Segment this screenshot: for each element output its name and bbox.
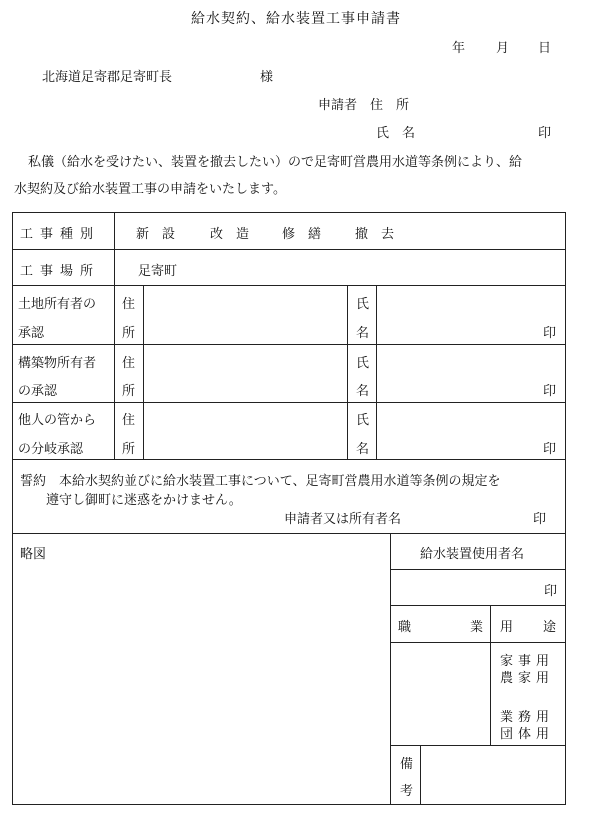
- address-label-divider: [143, 285, 144, 459]
- pledge-line-2: 遵守し御町に迷惑をかけません。: [46, 493, 242, 508]
- name-label-divider: [376, 285, 377, 459]
- date-day-label: 日: [538, 41, 552, 56]
- approval-label-line-2: 承認: [18, 326, 45, 341]
- table-border-right: [565, 212, 566, 805]
- table-border-bottom: [12, 804, 566, 805]
- right-panel-divider: [390, 569, 566, 570]
- seal-mark: 印: [543, 384, 557, 399]
- row-divider: [12, 533, 566, 534]
- use-option-organization: 団体用: [500, 727, 555, 742]
- table-border-top: [12, 212, 566, 213]
- pledge-seal: 印: [533, 512, 547, 527]
- work-type-option-remodel: 改 造: [210, 227, 250, 242]
- applicant-name-label: 氏 名: [376, 126, 416, 141]
- name-label-bottom: 名: [356, 384, 370, 399]
- remarks-label-divider: [420, 745, 421, 805]
- statement-line-1: 私儀（給水を受けたい、装置を撤去したい）ので足寄町営農用水道等条例により、給: [28, 155, 523, 170]
- use-option-business: 業務用: [500, 710, 555, 725]
- statement-line-2: 水契約及び給水装置工事の申請をいたします。: [14, 182, 286, 197]
- addressee-honorific: 様: [260, 70, 274, 85]
- row-divider: [12, 402, 566, 403]
- address-label-top: 住: [122, 413, 136, 428]
- work-type-option-removal: 撤 去: [355, 227, 395, 242]
- address-label-top: 住: [122, 356, 136, 371]
- address-label-bottom: 所: [122, 442, 136, 457]
- work-type-label: 工事種別: [20, 227, 101, 242]
- use-label-left: 用: [500, 620, 514, 635]
- document-title: 給水契約、給水装置工事申請書: [191, 11, 401, 27]
- user-name-label: 給水装置使用者名: [420, 547, 525, 562]
- row-divider: [12, 249, 566, 250]
- address-label-bottom: 所: [122, 384, 136, 399]
- applicant-seal: 印: [538, 126, 552, 141]
- name-label-top: 氏: [356, 413, 370, 428]
- remarks-label-top: 備: [400, 757, 414, 772]
- work-type-option-repair: 修 繕: [282, 227, 322, 242]
- row-divider: [12, 285, 566, 286]
- name-label-bottom: 名: [356, 326, 370, 341]
- name-label-top: 氏: [356, 356, 370, 371]
- work-place-label: 工事場所: [20, 264, 101, 279]
- addressee: 北海道足寄郡足寄町長: [42, 70, 173, 85]
- address-label-top: 住: [122, 297, 136, 312]
- approval-label-line-2: の承認: [18, 384, 58, 399]
- address-label-bottom: 所: [122, 326, 136, 341]
- seal-mark: 印: [543, 442, 557, 457]
- approval-label-line-1: 土地所有者の: [18, 297, 97, 312]
- use-label-right: 途: [543, 620, 557, 635]
- approval-label-line-2: の分岐承認: [18, 442, 84, 457]
- sketch-panel-divider: [390, 533, 391, 805]
- user-seal: 印: [544, 584, 558, 599]
- approval-label-line-1: 他人の管から: [18, 413, 97, 428]
- right-panel-divider: [390, 605, 566, 606]
- work-place-value: 足寄町: [138, 264, 178, 279]
- seal-mark: 印: [543, 326, 557, 341]
- sketch-area-label: 略図: [20, 547, 47, 562]
- use-option-household: 家事用: [500, 654, 555, 669]
- applicant-address-label: 申請者 住 所: [318, 98, 410, 113]
- remarks-label-bottom: 考: [400, 784, 414, 799]
- label-column-divider: [114, 212, 115, 459]
- right-panel-divider: [390, 642, 566, 643]
- occupation-use-divider: [490, 605, 491, 745]
- row-divider: [12, 344, 566, 345]
- row-divider: [12, 459, 566, 460]
- occupation-label-left: 職: [398, 620, 412, 635]
- date-month-label: 月: [496, 41, 510, 56]
- table-border-left: [12, 212, 13, 805]
- use-option-farm: 農家用: [500, 671, 555, 686]
- work-type-option-new: 新 設: [136, 227, 176, 242]
- right-panel-divider: [390, 745, 566, 746]
- approval-label-line-1: 構築物所有者: [18, 356, 97, 371]
- name-label-bottom: 名: [356, 442, 370, 457]
- pledge-signer-label: 申請者又は所有者名: [284, 512, 402, 527]
- pledge-line-1: 誓約 本給水契約並びに給水装置工事について、足寄町営農用水道等条例の規定を: [20, 474, 501, 489]
- name-column-divider: [347, 285, 348, 459]
- date-year-label: 年: [452, 41, 466, 56]
- occupation-label-right: 業: [470, 620, 484, 635]
- name-label-top: 氏: [356, 297, 370, 312]
